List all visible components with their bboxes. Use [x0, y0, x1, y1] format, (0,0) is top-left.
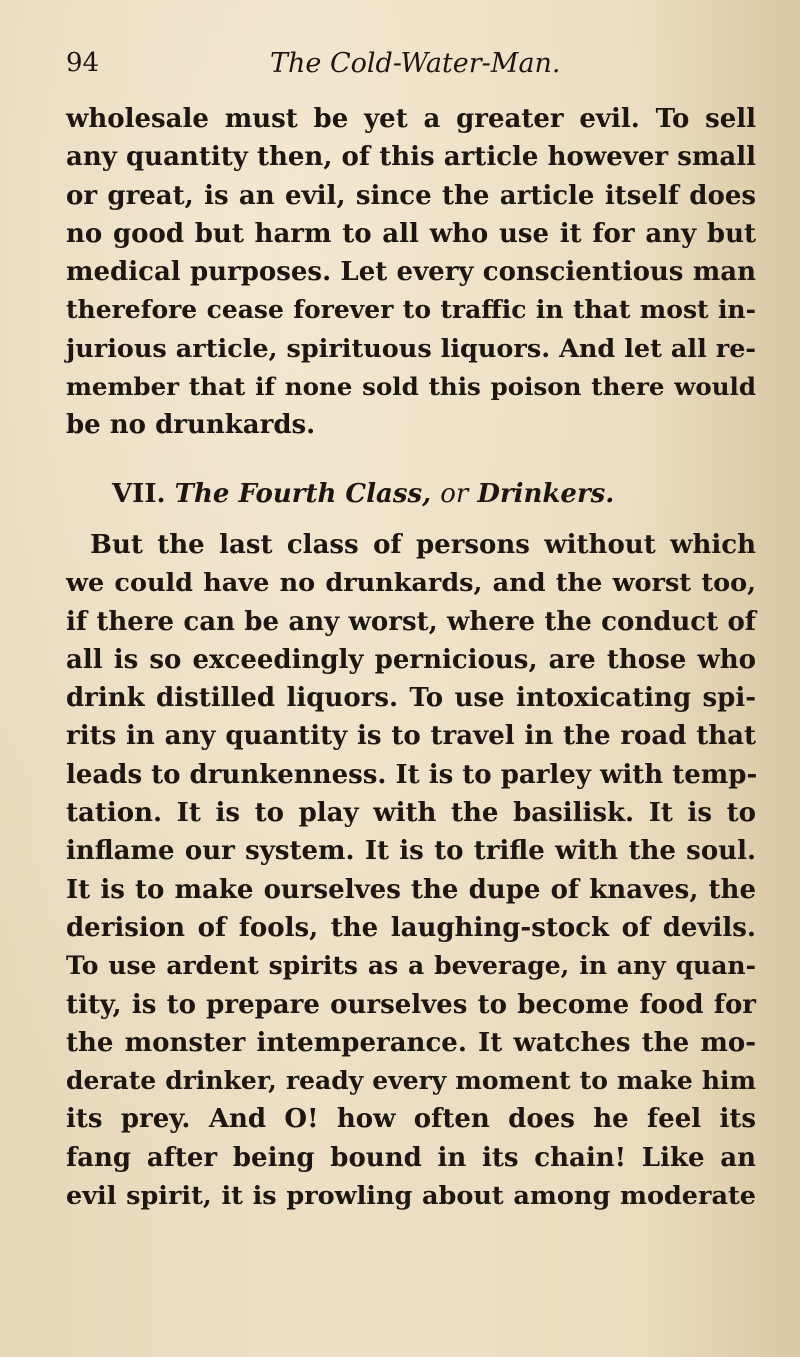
text-line: tity, is to prepare ourselves to become food for: [66, 989, 756, 1020]
text-line: To use ardent spirits as a beverage, in any quan-: [66, 951, 756, 981]
body-text: [66, 100, 756, 1215]
section-number: VII.: [112, 478, 166, 509]
section-heading: [66, 475, 756, 513]
text-line: wholesale must be yet a greater evil. To sell: [66, 104, 756, 134]
text-line: derate drinker, ready every moment to make him: [66, 1066, 756, 1096]
section-connector: or: [440, 478, 469, 509]
text-line: drink distilled liquors. To use intoxicating spi-: [66, 683, 756, 714]
paragraph-1: [66, 100, 756, 445]
text-line: fang after being bound in its chain! Like an: [66, 1142, 756, 1173]
text-line: its prey. And O! how often does he feel its: [66, 1104, 756, 1135]
running-title: The Cold-Water-Man.: [270, 48, 561, 79]
text-line: leads to drunkenness. It is to parley with temp-: [66, 759, 758, 790]
text-line: member that if none sold this poison there would: [66, 372, 756, 402]
text-line: if there can be any worst, where the conduct of: [66, 606, 756, 637]
page-number: 94: [66, 48, 100, 78]
page-header: [66, 48, 756, 88]
text-line: any quantity then, of this article however small: [66, 142, 756, 173]
text-line: It is to make ourselves the dupe of knaves, the: [66, 874, 756, 905]
text-line: we could have no drunkards, and the worst too,: [66, 568, 756, 599]
text-line: or great, is an evil, since the article itself does: [66, 180, 756, 211]
text-line: the monster intemperance. It watches the mo-: [66, 1027, 756, 1058]
section-subtitle: Drinkers.: [477, 478, 615, 509]
text-line: therefore cease forever to traffic in that most in-: [66, 295, 756, 325]
text-line: no good but harm to all who use it for any but: [66, 218, 756, 249]
text-line: rits in any quantity is to travel in the road that: [66, 721, 756, 752]
text-line: But the last class of persons without which: [90, 529, 756, 560]
paragraph-2: [66, 526, 756, 1215]
text-line: be no drunkards.: [66, 410, 316, 441]
text-line: jurious article, spirituous liquors. And let all re-: [66, 333, 756, 364]
text-line: medical purposes. Let every conscientious man: [66, 257, 756, 288]
text-line: tation. It is to play with the basilisk. It is to: [66, 798, 756, 829]
text-line: all is so exceedingly pernicious, are those who: [66, 644, 756, 675]
text-line: inflame our system. It is to trifle with the soul.: [66, 836, 756, 867]
text-line: evil spirit, it is prowling about among moderate: [66, 1181, 756, 1212]
section-title: The Fourth Class,: [174, 478, 432, 509]
text-line: derision of fools, the laughing-stock of devils.: [66, 912, 756, 943]
